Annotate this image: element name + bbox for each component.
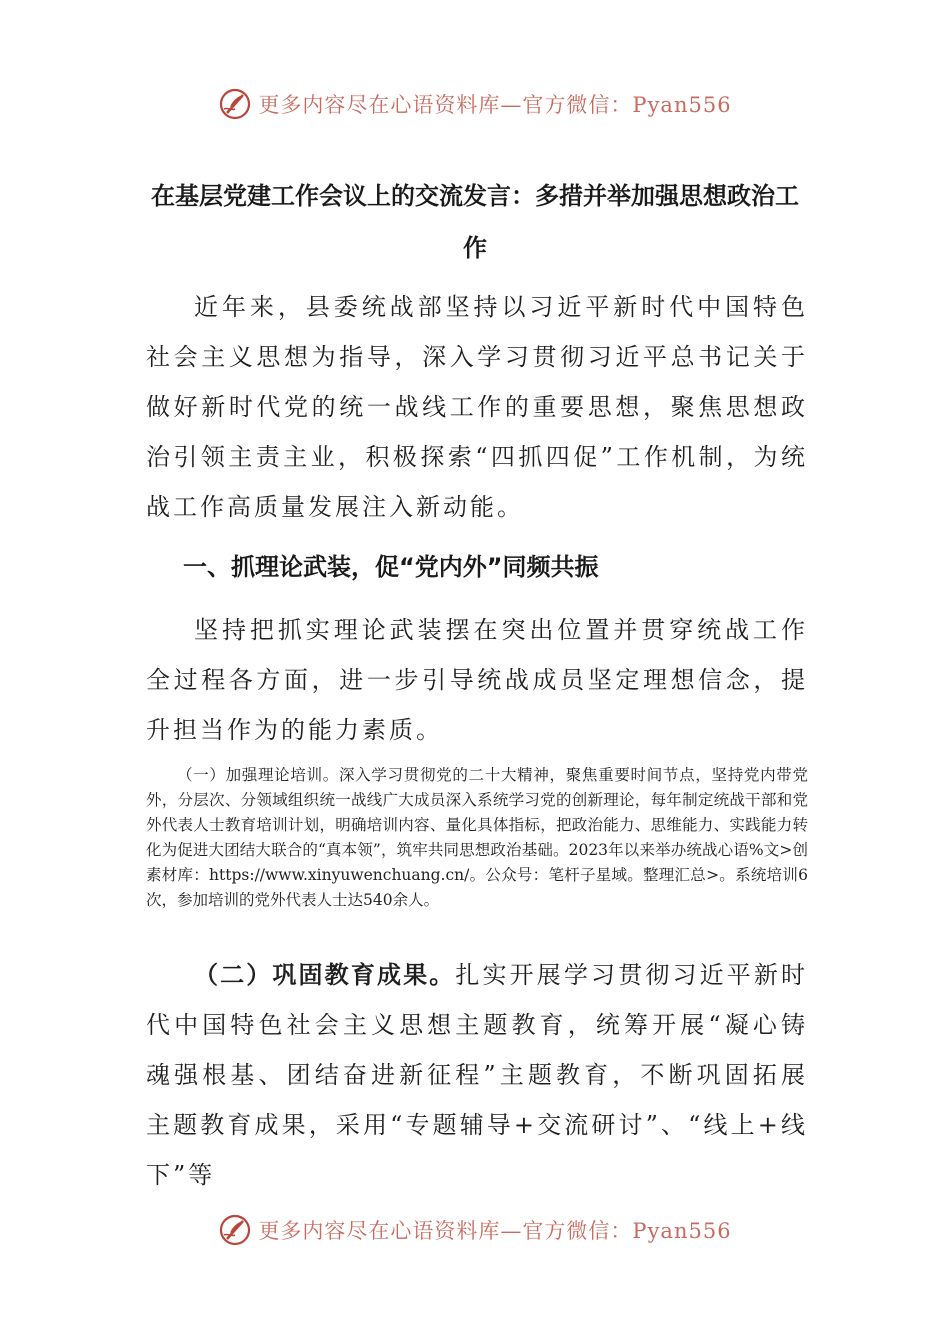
quill-pen-logo-icon <box>218 87 252 121</box>
section-body-paragraph: 坚持把抓实理论武装摆在突出位置并贯穿统战工作全过程各方面，进一步引导统战成员坚定理想信念，提升担当作为的能力素质。 <box>146 616 808 744</box>
section-heading: 一、抓理论武装，促“党内外”同频共振 <box>183 553 599 581</box>
watermark-text: 更多内容尽在心语资料库—官方微信：Pyan556 <box>258 93 732 117</box>
item-1-paragraph: （一）加强理论培训。深入学习贯彻党的二十大精神，聚焦重要时间节点，坚持党内带党外，分层次、分领域组织统一战线广大成员深入系统学习党的创新理论，每年制定统战干部和党外代表人士教育培训计划，明确培训内容、量化具体指标，把政治能力、思维能力、实践能力转化为促进大团结大联合的“真本领”，筑牢共同思想政治基础。2023年以来举办统战心语%文>创素材库：https://www.xinyuwenchuang.cn/。公众号：笔杆子星域。整理汇总>。系统培训6次，参加培训的党外代表人士达540余人。 <box>146 766 808 909</box>
item-2-lead: （二）巩固教育成果。 <box>194 961 456 989</box>
item-2-body: 扎实开展学习贯彻习近平新时代中国特色社会主义思想主题教育，统筹开展“凝心铸魂强根基、团结奋进新征程”主题教育，不断巩固拓展主题教育成果，采用“专题辅导+交流研讨”、“线上+线下”等 <box>146 961 809 1189</box>
header-watermark <box>0 84 950 124</box>
watermark-text: 更多内容尽在心语资料库—官方微信：Pyan556 <box>258 1219 732 1243</box>
item-2-paragraph <box>146 950 808 1200</box>
quill-pen-logo-icon <box>218 1213 252 1247</box>
footer-watermark <box>0 1210 950 1250</box>
intro-paragraph: 近年来，县委统战部坚持以习近平新时代中国特色社会主义思想为指导，深入学习贯彻习近平总书记关于做好新时代党的统一战线工作的重要思想，聚焦思想政治引领主责主业，积极探索“四抓四促”工作机制，为统战工作高质量发展注入新动能。 <box>146 293 808 521</box>
document-title: 在基层党建工作会议上的交流发言：多措并举加强思想政治工作 <box>151 182 799 262</box>
